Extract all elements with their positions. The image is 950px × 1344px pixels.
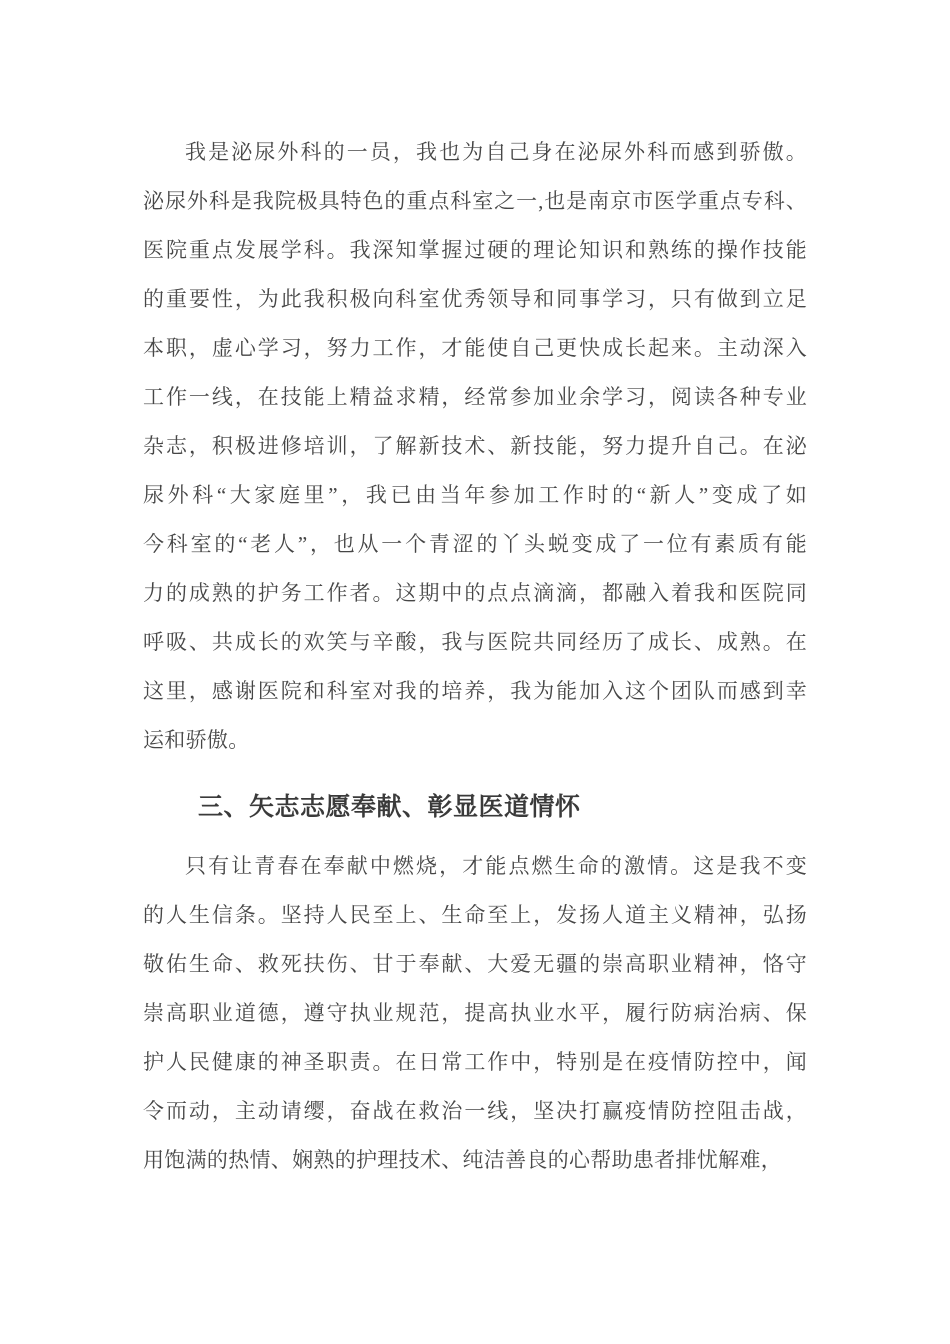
text-line: 呼吸、共成长的欢笑与辛酸，我与医院共同经历了成长、成熟。在: [143, 630, 807, 654]
text-line: 工作一线，在技能上精益求精，经常参加业余学习，阅读各种专业: [143, 385, 807, 409]
text-line: 今科室的“老人”，也从一个青涩的丫头蜕变成了一位有素质有能: [143, 532, 807, 556]
text-line: 杂志，积极进修培训，了解新技术、新技能，努力提升自己。在泌: [143, 434, 807, 458]
text-line: 医院重点发展学科。我深知掌握过硬的理论知识和熟练的操作技能: [143, 238, 807, 262]
text-line: 护人民健康的神圣职责。在日常工作中，特别是在疫情防控中，闻: [143, 1050, 807, 1074]
section-heading: 三、矢志志愿奉献、彰显医道情怀: [198, 794, 581, 821]
text-line: 我是泌尿外科的一员，我也为自己身在泌尿外科而感到骄傲。: [185, 140, 807, 164]
text-line: 的重要性，为此我积极向科室优秀领导和同事学习，只有做到立足: [143, 287, 807, 311]
text-line: 尿外科“大家庭里”，我已由当年参加工作时的“新人”变成了如: [143, 483, 807, 507]
text-line: 的人生信条。坚持人民至上、生命至上，发扬人道主义精神，弘扬: [143, 903, 807, 927]
paragraph-2: [143, 842, 807, 1185]
text-line: 运和骄傲。: [143, 728, 250, 752]
text-line: 崇高职业道德，遵守执业规范，提高执业水平，履行防病治病、保: [143, 1001, 807, 1025]
text-line: 这里，感谢医院和科室对我的培养，我为能加入这个团队而感到幸: [143, 679, 807, 703]
text-line: 令而动，主动请缨，奋战在救治一线，坚决打赢疫情防控阻击战，: [143, 1099, 807, 1123]
text-line: 只有让青春在奉献中燃烧，才能点燃生命的激情。这是我不变: [185, 854, 807, 878]
paragraph-1: [143, 128, 807, 765]
text-line: 泌尿外科是我院极具特色的重点科室之一,也是南京市医学重点专科、: [143, 189, 807, 213]
text-line: 用饱满的热情、娴熟的护理技术、纯洁善良的心帮助患者排忧解难，: [143, 1148, 782, 1172]
text-line: 本职，虚心学习，努力工作，才能使自己更快成长起来。主动深入: [143, 336, 807, 360]
text-line: 敬佑生命、救死扶伤、甘于奉献、大爱无疆的崇高职业精神，恪守: [143, 952, 807, 976]
text-line: 力的成熟的护务工作者。这期中的点点滴滴，都融入着我和医院同: [143, 581, 807, 605]
